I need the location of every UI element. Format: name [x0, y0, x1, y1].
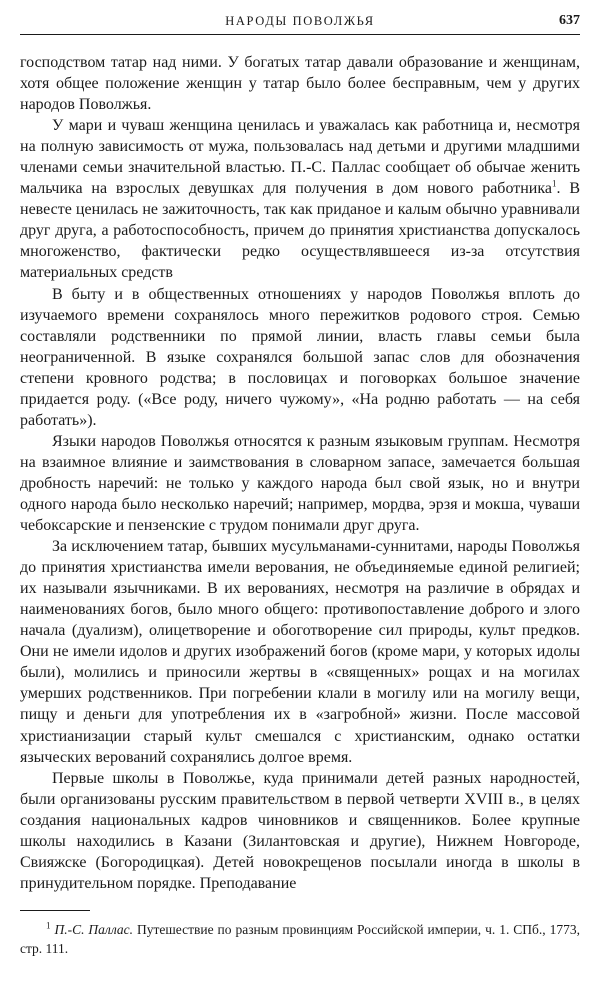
footnote-text: Путешествие по разным провинциям Российской империи, ч. 1. СПб., 1773, стр. 111.: [20, 922, 580, 956]
paragraph-6: Первые школы в Поволжье, куда принимали детей разных народностей, были организованы русским правительством в первой четверти XVIII в., в целях создания национальных кадров чиновников и священников. Более крупные школы находились в Казани (Зилантовская и другие), Нижнем Новгороде, Свияжске (Богородицкая). Детей новокрещенов посылали иногда в школы в принудительном порядке. Преподавание: [20, 769, 580, 892]
footnote-reference: 1: [551, 178, 557, 189]
running-header: [20, 12, 580, 35]
main-text: [20, 52, 580, 894]
paragraph-5: За исключением татар, бывших мусульманами-суннитами, народы Поволжья до принятия христианства имели верования, не объединяемые единой религией; их называли язычниками. В их верованиях, несмотря на различие в обрядах и наименованиях богов, было много общего: противопоставление доброго и злого начала (дуализм), олицетворение и обоготворение сил природы, культ предков. Они не имели идолов и других изображений богов (кроме мари, у которых идолы были), молились и приносили жертвы в «священных» рощах и на могилах умерших родственников. При погребении клали в могилу или на могилу вещи, пищу и деньги для употребления их в «загробной» жизни. После массовой христианизации старый культ смешался с христианским, однако остатки языческих верований сохранялись долгое время.: [20, 538, 580, 766]
paragraph-2-continuation: . В невесте ценилась не зажиточность, так как приданое и калым обычно уравнивали друг друга, а работоспособность, причем до принятия христианства допускалось многоженство, фактически редко осуществлявшееся из-за отсутствия материальных средств: [20, 180, 580, 282]
paragraph-1: господством татар над ними. У богатых татар давали образование и женщинам, хотя общее положение женщин у татар было более бесправным, чем у других народов Поволжья.: [20, 54, 580, 114]
footnote-author: П.-С. Паллас.: [54, 922, 133, 937]
footnote: [20, 920, 580, 958]
paragraph-2: [20, 115, 580, 283]
paragraph-2-text: У мари и чуваш женщина ценилась и уважалась как работница и, несмотря на полную зависимость от мужа, пользовалась над детьми и другими младшими членами семьи значительной властью. П.-С. Паллас сообщает об обычае женить мальчика на взрослых девушках для получения в дом нового работника: [20, 117, 580, 198]
footnote-divider: [20, 910, 90, 911]
footnote-mark: 1: [46, 920, 51, 931]
paragraph-3: В быту и в общественных отношениях у народов Поволжья вплоть до изучаемого времени сохранялось много пережитков родового строя. Семью составляли родственники по прямой линии, власть главы семьи была неограниченной. В языке сохранялся большой запас слов для обозначения степени кровного родства; в пословицах и поговорках большое значение придается роду. («Все роду, ничего чужому», «На родню работать — на себя работать»).: [20, 285, 580, 429]
running-title: НАРОДЫ ПОВОЛЖЬЯ: [225, 14, 375, 28]
page-number: 637: [559, 13, 580, 28]
paragraph-4: Языки народов Поволжья относятся к разным языковым группам. Несмотря на взаимное влияние и заимствования в словарном запасе, замечается большая дробность наречий: не только у каждого народа был свой язык, но и внутри одного народа было несколько наречий; например, мордва, эрзя и мокша, чуваши чебоксарские и пензенские с трудом понимали друг друга.: [20, 432, 580, 535]
